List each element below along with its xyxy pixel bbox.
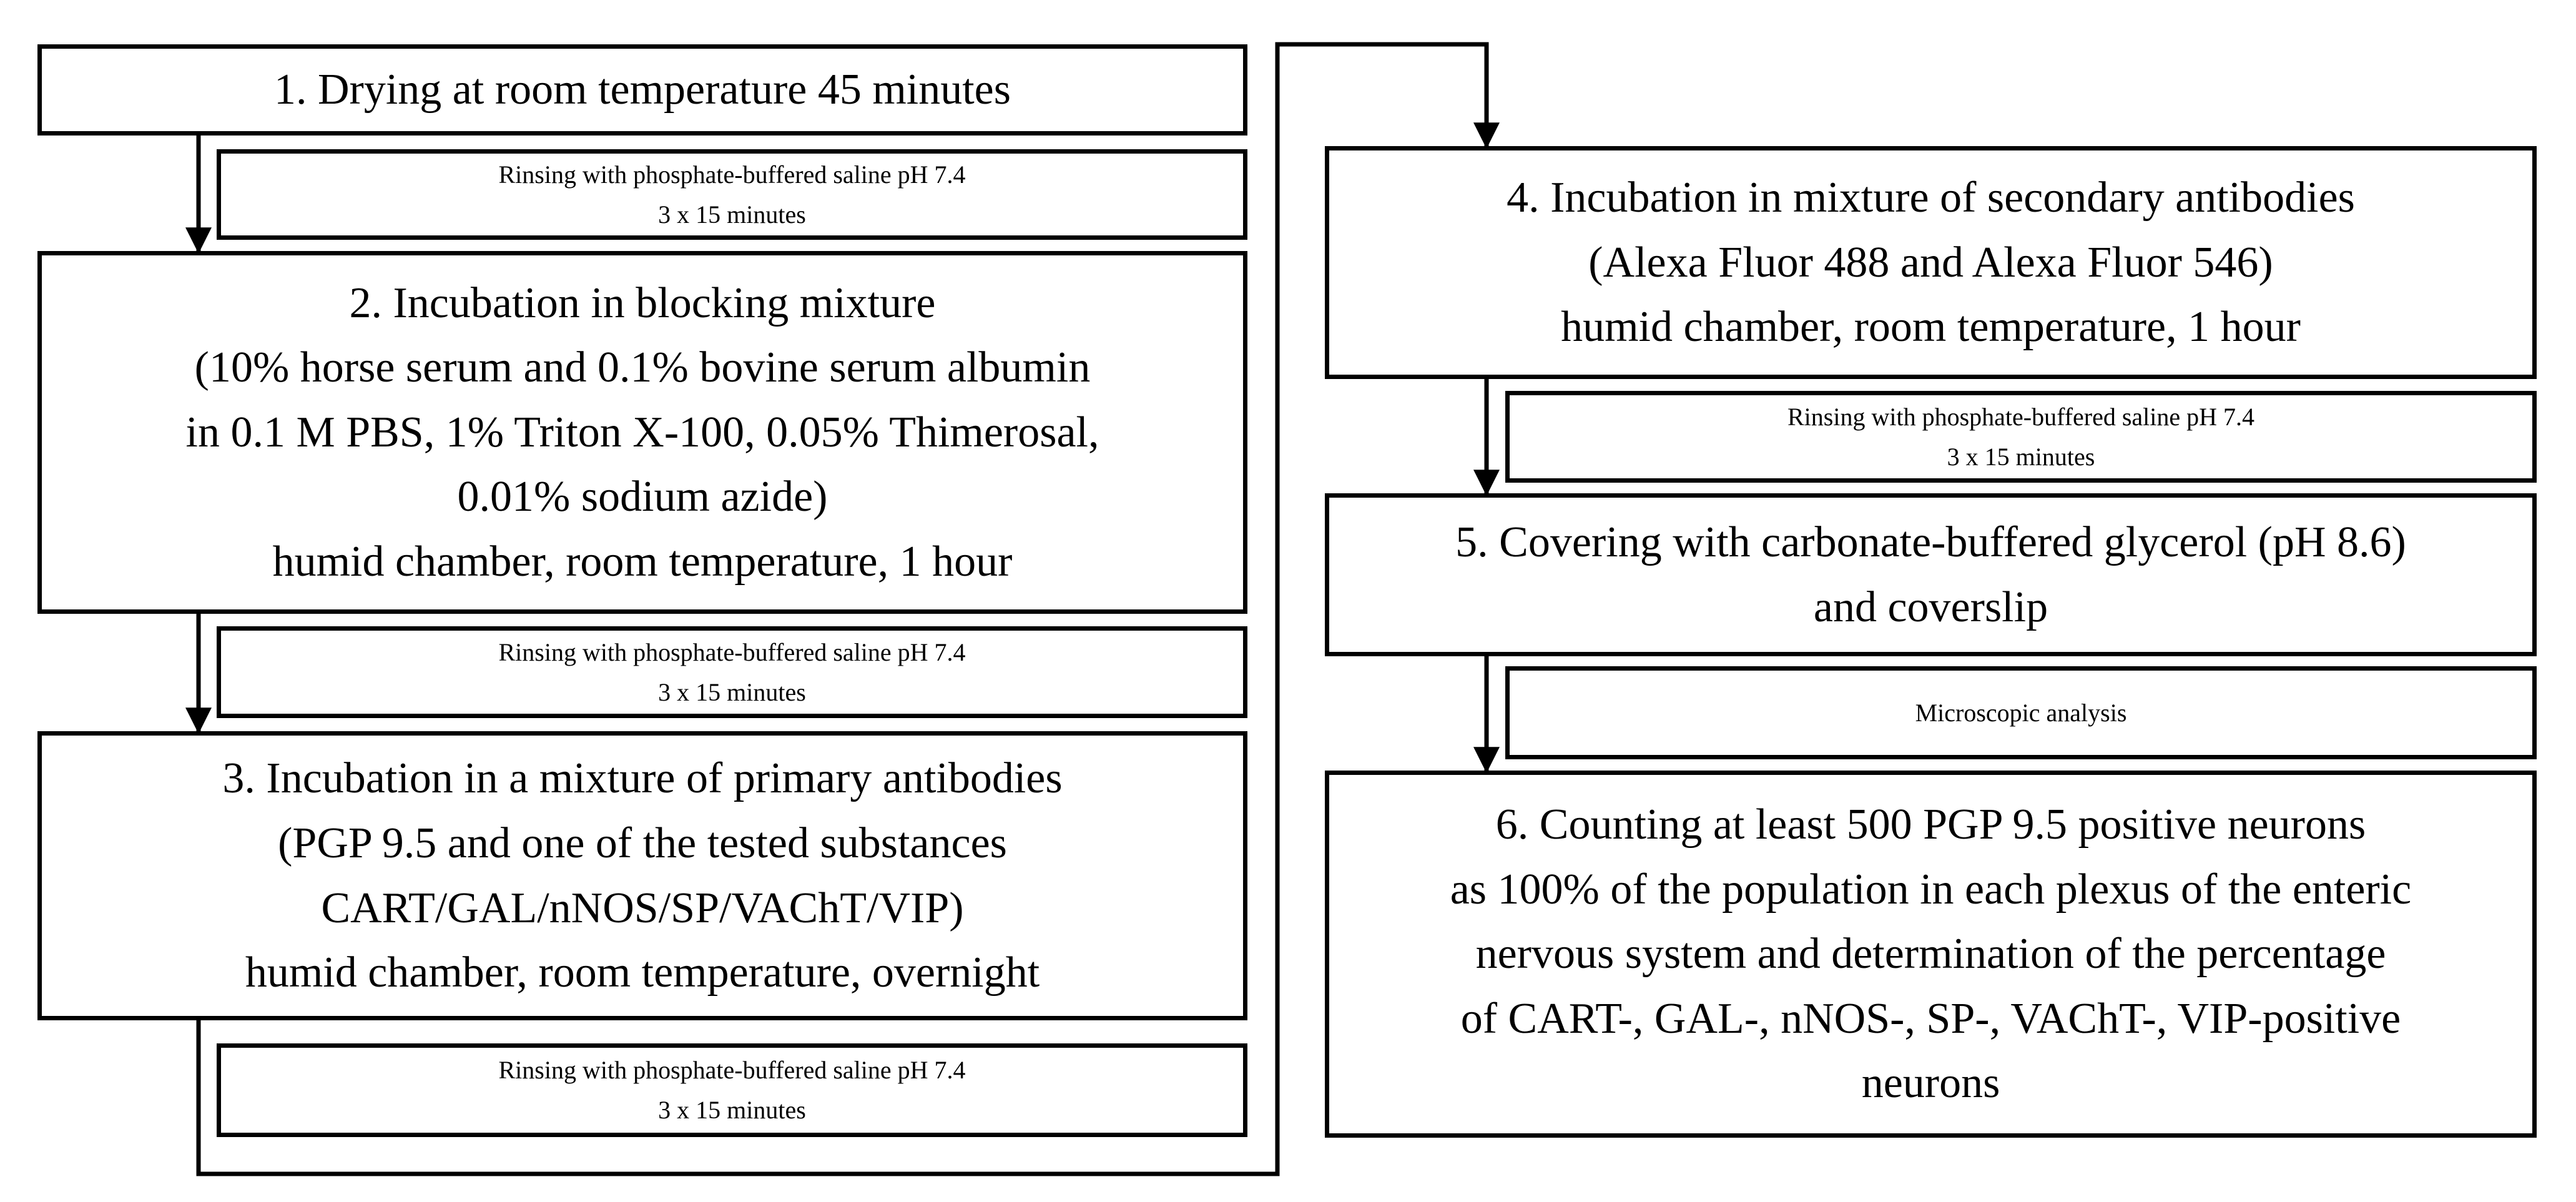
rinse-duration: 3 x 15 minutes — [658, 1096, 806, 1124]
rinse-title: Rinsing with phosphate-buffered saline pH 7.4 — [498, 1056, 966, 1084]
step-3-box — [37, 731, 1247, 1020]
step-5-line-1: 5. Covering with carbonate-buffered glycerol (pH 8.6) — [1455, 518, 2406, 566]
rinse-duration: 3 x 15 minutes — [658, 677, 806, 706]
step-4-box — [1325, 146, 2537, 379]
rinse-box-2 — [217, 626, 1247, 718]
step-2-line-5: humid chamber, room temperature, 1 hour — [272, 537, 1013, 586]
microscopic-analysis-label: Microscopic analysis — [1915, 698, 2127, 727]
step-4-line-2: (Alexa Fluor 488 and Alexa Fluor 546) — [1588, 238, 2273, 287]
step-6-line-2: as 100% of the population in each plexus of the enteric — [1450, 865, 2412, 914]
step-3-line-4: humid chamber, room temperature, overnight — [245, 948, 1040, 997]
step-4-line-3: humid chamber, room temperature, 1 hour — [1561, 303, 2301, 352]
step-2-line-1: 2. Incubation in blocking mixture — [349, 278, 936, 327]
step-3-line-1: 3. Incubation in a mixture of primary antibodies — [222, 754, 1063, 803]
step-2-box — [37, 251, 1247, 614]
step-2-line-3: in 0.1 M PBS, 1% Triton X-100, 0.05% Thimerosal, — [185, 408, 1099, 456]
microscopic-analysis-box — [1505, 666, 2537, 759]
rinse-title: Rinsing with phosphate-buffered saline pH 7.4 — [1787, 402, 2255, 431]
step-6-box — [1325, 771, 2537, 1138]
rinse-title: Rinsing with phosphate-buffered saline pH 7.4 — [498, 638, 966, 666]
rinse-box-4 — [1505, 391, 2537, 483]
step-6-line-5: neurons — [1861, 1059, 2000, 1108]
step-5-line-2: and coverslip — [1813, 583, 2048, 631]
rinse-title: Rinsing with phosphate-buffered saline pH 7.4 — [498, 160, 966, 189]
step-3-line-2: (PGP 9.5 and one of the tested substances — [278, 819, 1007, 867]
step-3-line-3: CART/GAL/nNOS/SP/VAChT/VIP) — [321, 884, 964, 932]
step-6-line-4: of CART-, GAL-, nNOS-, SP-, VAChT-, VIP-positive — [1460, 994, 2401, 1043]
step-6-line-1: 6. Counting at least 500 PGP 9.5 positive neurons — [1495, 801, 2366, 849]
rinse-box-1 — [217, 149, 1247, 240]
step-2-line-4: 0.01% sodium azide) — [457, 473, 828, 521]
step-4-line-1: 4. Incubation in mixture of secondary antibodies — [1507, 174, 2355, 222]
step-1-line-1: 1. Drying at room temperature 45 minutes — [274, 66, 1011, 114]
rinse-duration: 3 x 15 minutes — [1947, 442, 2095, 471]
step-5-box — [1325, 493, 2537, 656]
rinse-box-3 — [217, 1043, 1247, 1137]
step-2-line-2: (10% horse serum and 0.1% bovine serum albumin — [194, 343, 1091, 392]
step-6-line-3: nervous system and determination of the percentage — [1475, 930, 2386, 978]
step-1-box — [37, 44, 1247, 135]
rinse-duration: 3 x 15 minutes — [658, 200, 806, 229]
